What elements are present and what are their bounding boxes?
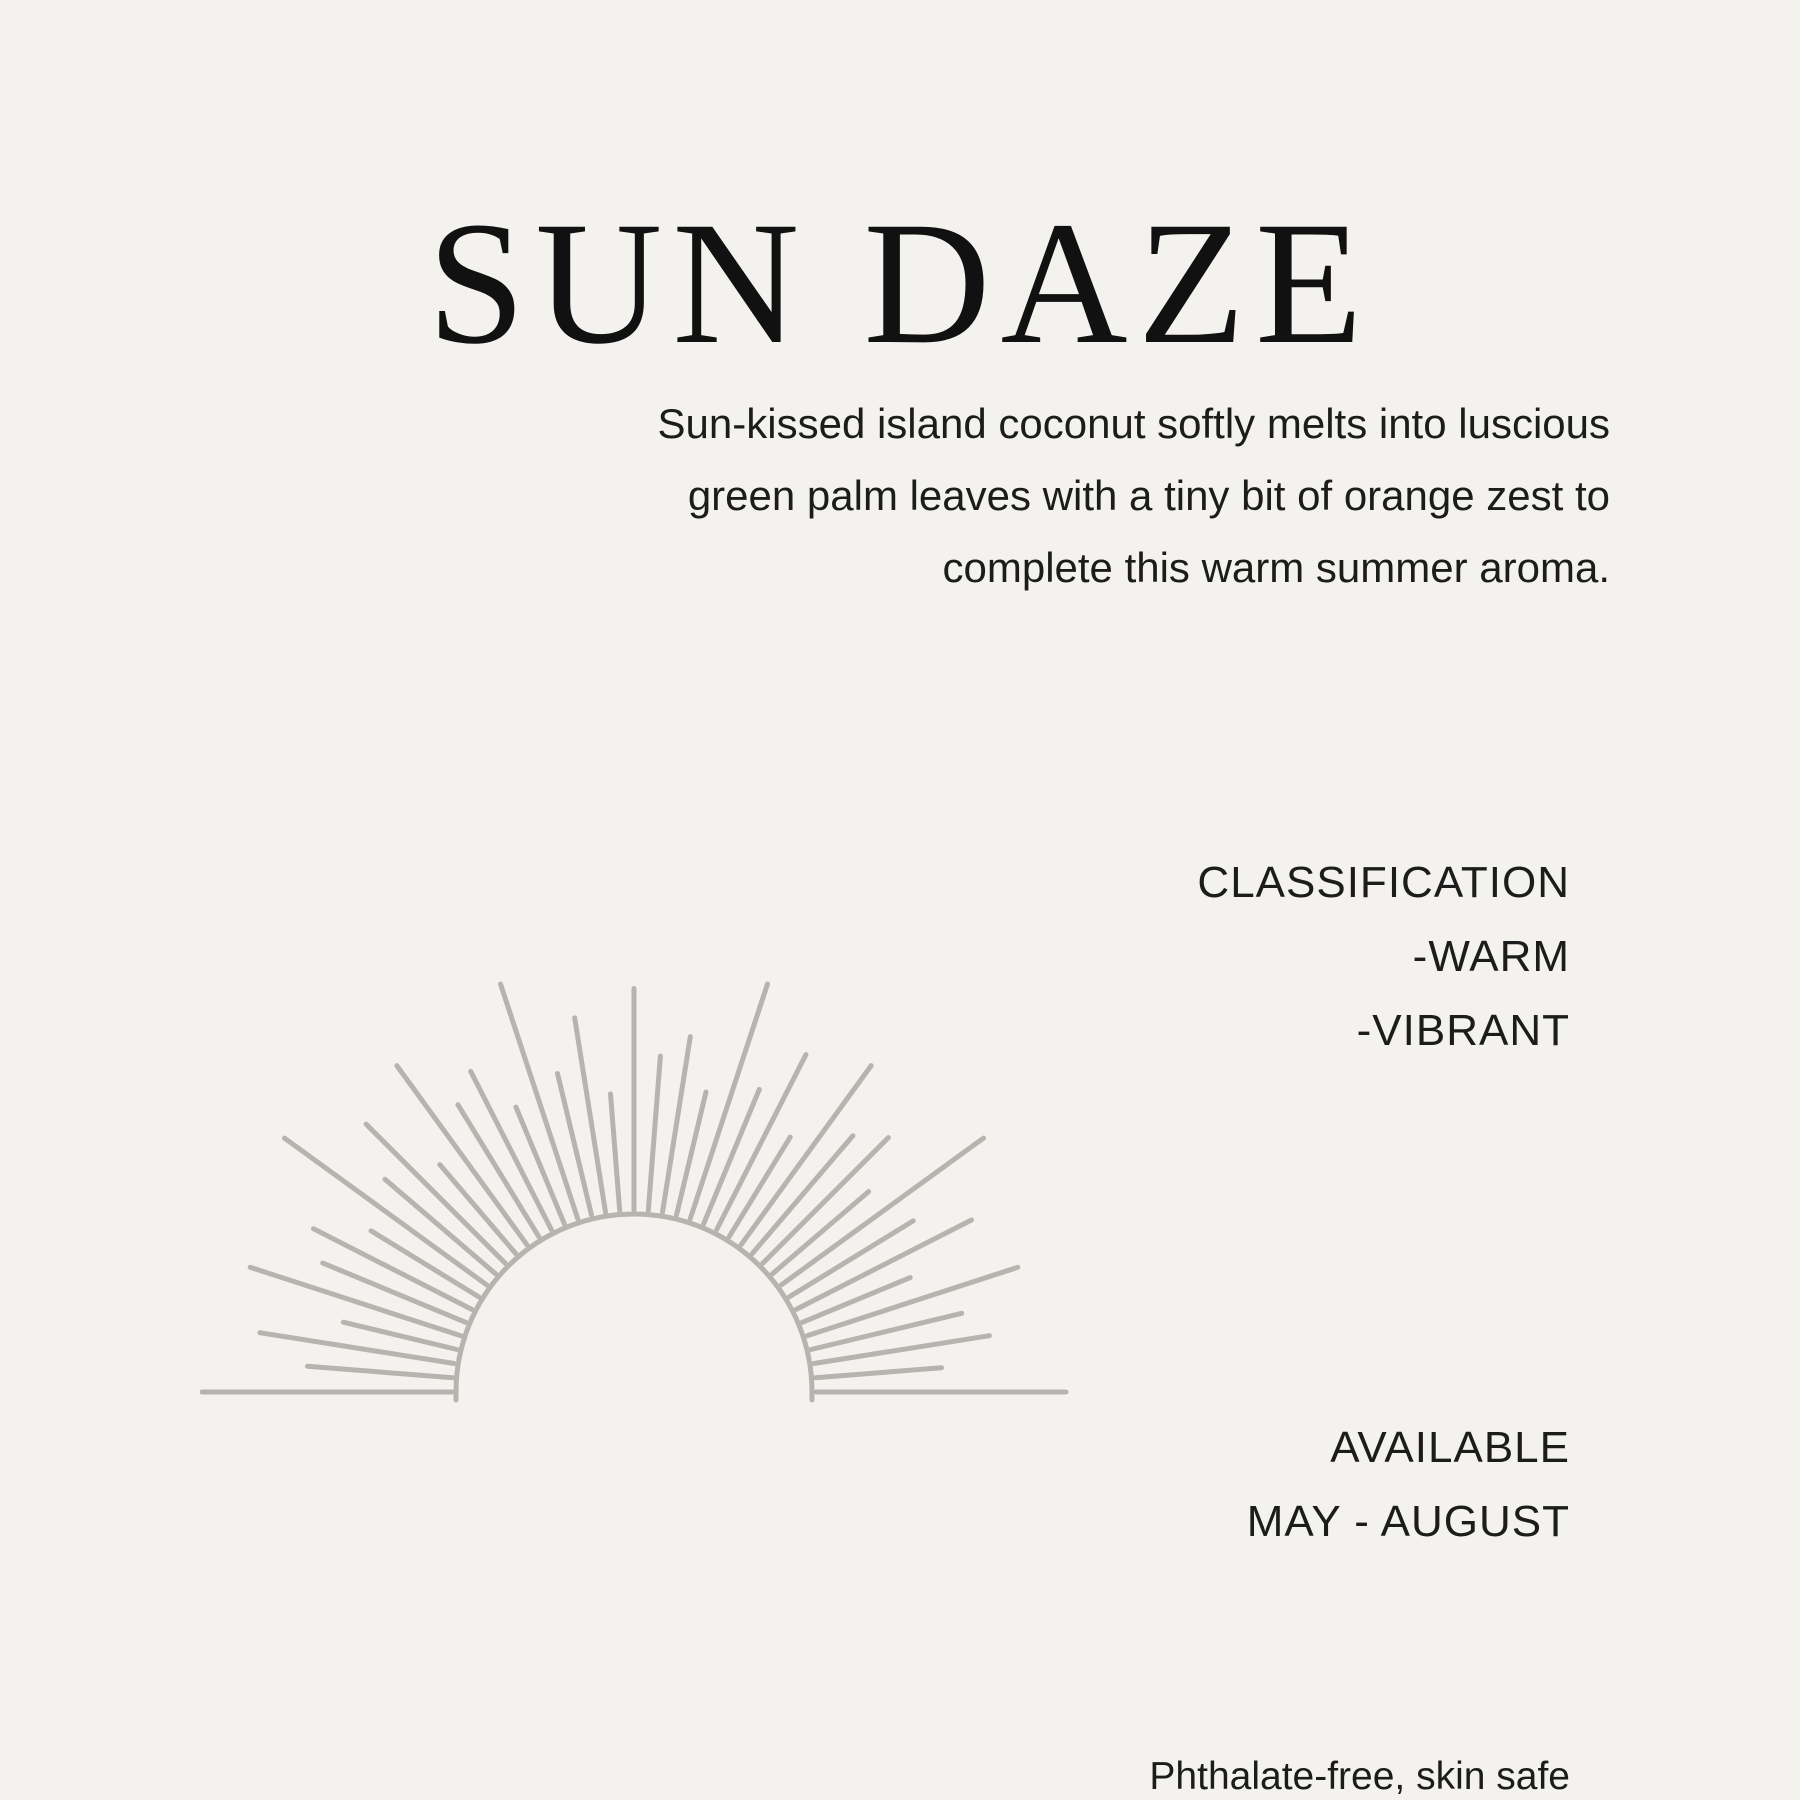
classification-item: -WARM	[1412, 932, 1570, 981]
sun-arc	[456, 1214, 812, 1400]
sun-ray	[308, 1366, 453, 1377]
classification-item: -VIBRANT	[1356, 1006, 1570, 1055]
availability-heading: AVAILABLE	[1330, 1423, 1570, 1472]
sun-ray	[763, 1138, 889, 1264]
sun-ray	[611, 1094, 620, 1211]
sun-ray	[814, 1336, 990, 1364]
sun-ray	[385, 1179, 496, 1274]
sun-ray	[663, 1037, 691, 1213]
availability-months: MAY - AUGUST	[1246, 1497, 1570, 1546]
description-line: green palm leaves with a tiny bit of orange zest to	[687, 472, 1610, 519]
sun-ray	[260, 1333, 454, 1364]
sun-ray	[343, 1322, 457, 1349]
sunburst-icon	[200, 980, 1080, 1430]
classification-section	[1197, 846, 1570, 1068]
description-line: Sun-kissed island coconut softly melts into luscious	[657, 400, 1610, 447]
availability-section	[1247, 1411, 1570, 1559]
footer-note: Phthalate-free, skin safe	[1149, 1755, 1570, 1798]
sun-ray	[815, 1368, 941, 1378]
product-description	[410, 388, 1610, 604]
page-title: SUN DAZE	[427, 185, 1373, 381]
description-line: complete this warm summer aroma.	[942, 544, 1610, 591]
sun-ray	[648, 1056, 660, 1211]
sun-ray	[575, 1018, 606, 1212]
sun-ray	[752, 1136, 853, 1254]
classification-heading: CLASSIFICATION	[1197, 858, 1570, 907]
